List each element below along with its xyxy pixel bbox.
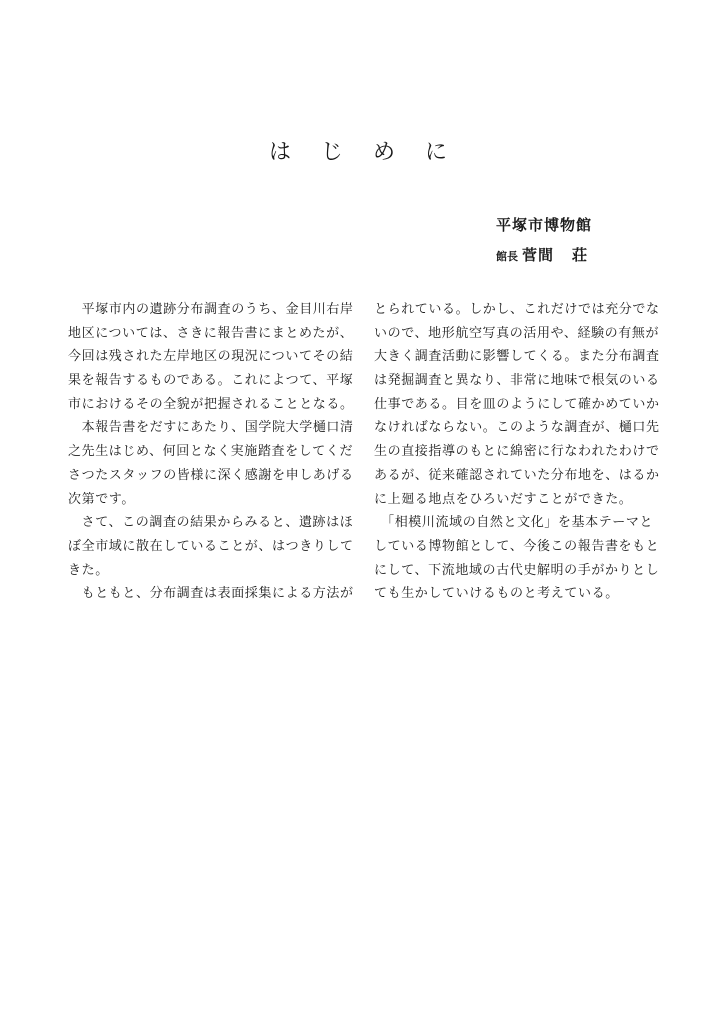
text-line: いので、地形航空写真の活用や、経験の有無が — [374, 325, 660, 341]
text-line: 之先生はじめ、何回となく実施踏査をしてくだ — [68, 444, 354, 460]
text-line: ても生かしていけるものと考えている。 — [374, 586, 619, 602]
text-line: ぼ全市域に散在していることが、はつきりして — [68, 538, 354, 554]
page-title: はじめに — [268, 139, 477, 165]
author-surname: 菅間 — [522, 246, 555, 264]
text-line: 仕事である。目を皿のようにして確かめていか — [374, 396, 660, 412]
text-line: に上廻る地点をひろいだすことができた。 — [374, 491, 633, 507]
text-line: 本報告書をだすにあたり、国学院大学樋口清 — [68, 420, 354, 436]
organization-name: 平塚市博物館 — [496, 216, 593, 234]
text-line: きた。 — [68, 562, 109, 578]
text-line: もともと、分布調査は表面採集による方法が — [68, 586, 354, 602]
author-line — [496, 244, 587, 265]
text-line: 平塚市内の遺跡分布調査のうち、金目川右岸 — [68, 302, 354, 317]
text-line: なければならない。このような調査が、樋口先 — [374, 420, 660, 436]
text-line: さて、この調査の結果からみると、遺跡はほ — [68, 515, 354, 531]
text-line: 市におけるその全貌が把握されることとなる。 — [68, 396, 354, 412]
text-line: している博物館として、今後この報告書をもと — [374, 538, 660, 554]
text-line: 今回は残された左岸地区の現況についてその結 — [68, 349, 354, 365]
text-line: 果を報告するものである。これによつて、平塚 — [68, 373, 354, 389]
text-line: 次第です。 — [68, 491, 135, 507]
text-line: さつたスタッフの皆様に深く感謝を申しあげる — [68, 467, 354, 483]
text-line: にして、下流地域の古代史解明の手がかりとし — [374, 562, 660, 578]
author-given-name: 荘 — [572, 246, 588, 264]
text-line: 生の直接指導のもとに綿密に行なわれたわけで — [374, 444, 660, 460]
text-line: とられている。しかし、これだけでは充分でな — [374, 302, 660, 317]
author-role: 館長 — [496, 250, 518, 263]
text-line: あるが、従来確認されていた分布地を、はるか — [374, 467, 660, 483]
text-line: は発掘調査と異なり、非常に地味で根気のいる — [374, 373, 660, 389]
text-line: 地区については、さきに報告書にまとめたが、 — [68, 325, 354, 341]
text-line: 「相模川流域の自然と文化」を基本テーマと — [374, 515, 654, 531]
body-column-right — [374, 298, 666, 606]
text-line: 大きく調査活動に影響してくる。また分布調査 — [374, 349, 660, 365]
body-column-left — [68, 298, 360, 606]
